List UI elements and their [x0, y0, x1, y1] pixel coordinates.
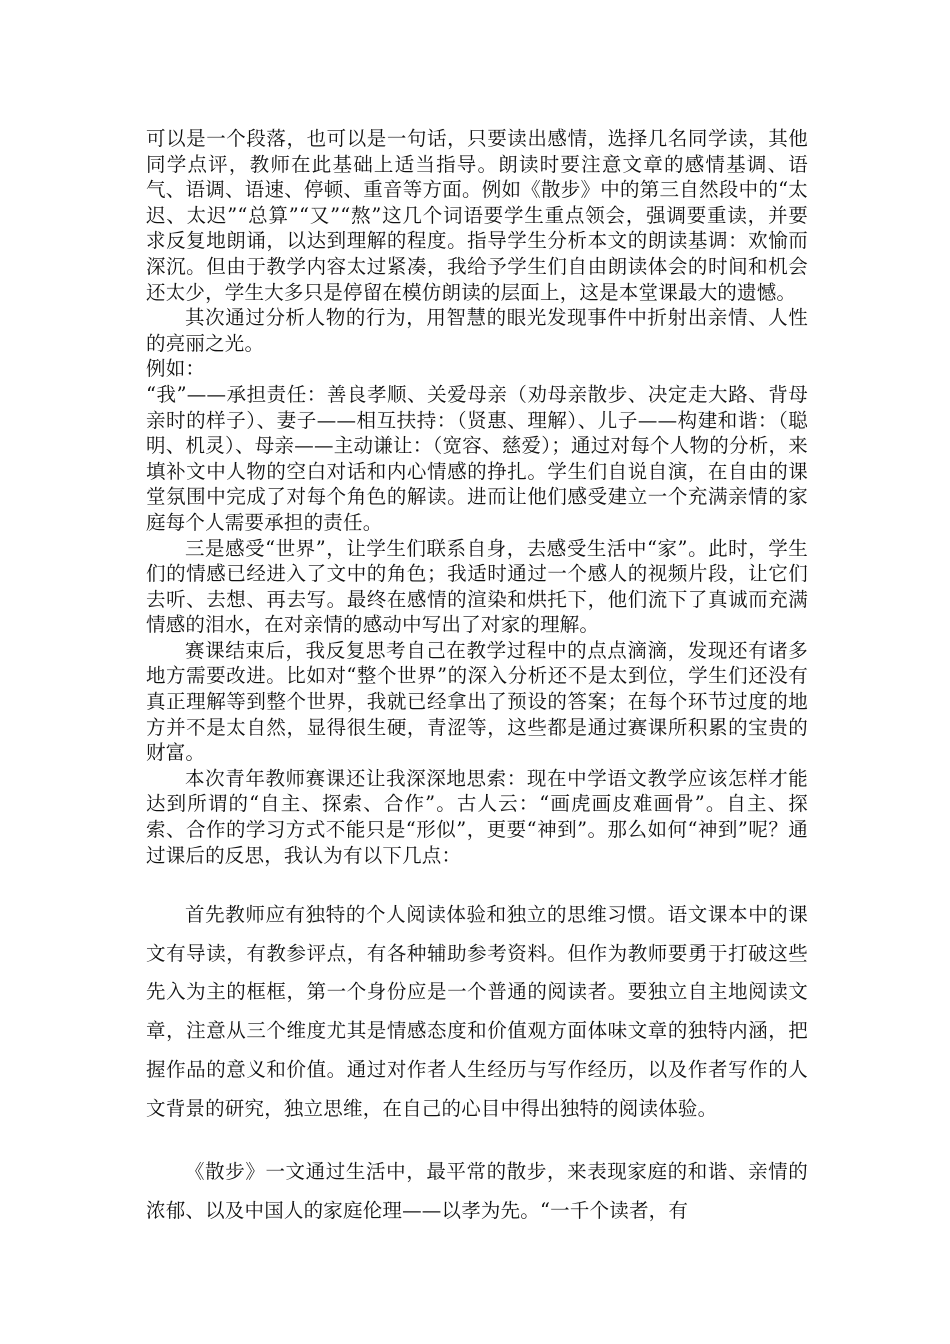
document-body-upper [146, 126, 808, 868]
paragraph-sanbu-summary: 《散步》一文通过生活中，最平常的散步，来表现家庭的和谐、亲情的浓郁、以及中国人的家庭伦理——以孝为先。“一千个读者，有 [146, 1160, 808, 1222]
paragraph-after-class-reflection: 赛课结束后，我反复思考自己在教学过程中的点点滴滴，发现还有诸多地方需要改进。比如对“整个世界”的深入分析还不是太到位，学生们还没有真正理解等到整个世界，我就已经拿出了预设的答案；在每个环节过度的地方并不是太自然，显得很生硬，青涩等，这些都是通过赛课所积累的宝贵的财富。 [146, 638, 808, 765]
paragraph-reading-guidance: 可以是一个段落，也可以是一句话，只要读出感情，选择几名同学读，其他同学点评，教师在此基础上适当指导。朗读时要注意文章的感情基调、语气、语调、语速、停顿、重音等方面。例如《散步》中的第三自然段中的“太迟、太迟”“总算”“又”“熬”这几个词语要学生重点领会，强调要重读，并要求反复地朗诵，以达到理解的程度。指导学生分析本文的朗读基调：欢愉而深沉。但由于教学内容太过紧凑，我给予学生们自由朗读体会的时间和机会还太少，学生大多只是停留在模仿朗读的层面上，这是本堂课最大的遗憾。 [146, 127, 808, 304]
paragraph-character-roles: “我”——承担责任：善良孝顺、关爱母亲（劝母亲散步、决定走大路、背母亲时的样子）、妻子——相互扶持：（贤惠、理解）、儿子——构建和谐：（聪明、机灵）、母亲——主动谦让：（宽容、慈爱）；通过对每个人物的分析，来填补文中人物的空白对话和内心情感的挣扎。学生们自说自演，在自由的课堂氛围中完成了对每个角色的解读。进而让他们感受建立一个充满亲情的家庭每个人需要承担的责任。 [146, 382, 808, 534]
paragraph-feel-world: 三是感受“世界”，让学生们联系自身，去感受生活中“家”。此时，学生们的情感已经进入了文中的角色；我适时通过一个感人的视频片段，让它们去听、去想、再去写。最终在感情的渲染和烘托下，他们流下了真诚而充满情感的泪水，在对亲情的感动中写出了对家的理解。 [146, 536, 808, 637]
document-body-lower [146, 896, 808, 1128]
paragraph-teaching-thoughts: 本次青年教师赛课还让我深深地思索：现在中学语文教学应该怎样才能达到所谓的“自主、探索、合作”。古人云：“画虎画皮难画骨”。自主、探索、合作的学习方式不能只是“形似”，更要“神到”。那么如何“神到”呢？通过课后的反思，我认为有以下几点： [146, 766, 808, 867]
document-body-bottom [146, 1153, 808, 1230]
paragraph-character-analysis: 其次通过分析人物的行为，用智慧的眼光发现事件中折射出亲情、人性的亮丽之光。 [146, 306, 808, 355]
paragraph-example-label: 例如： [146, 357, 206, 381]
paragraph-teacher-reading-experience: 首先教师应有独特的个人阅读体验和独立的思维习惯。语文课本中的课文有导读，有教参评点，有各种辅助参考资料。但作为教师要勇于打破这些先入为主的框框，第一个身份应是一个普通的阅读者。要独立自主地阅读文章，注意从三个维度尤其是情感态度和价值观方面体味文章的独特内涵，把握作品的意义和价值。通过对作者人生经历与写作经历，以及作者写作的人文背景的研究，独立思维，在自己的心目中得出独特的阅读体验。 [146, 903, 808, 1120]
